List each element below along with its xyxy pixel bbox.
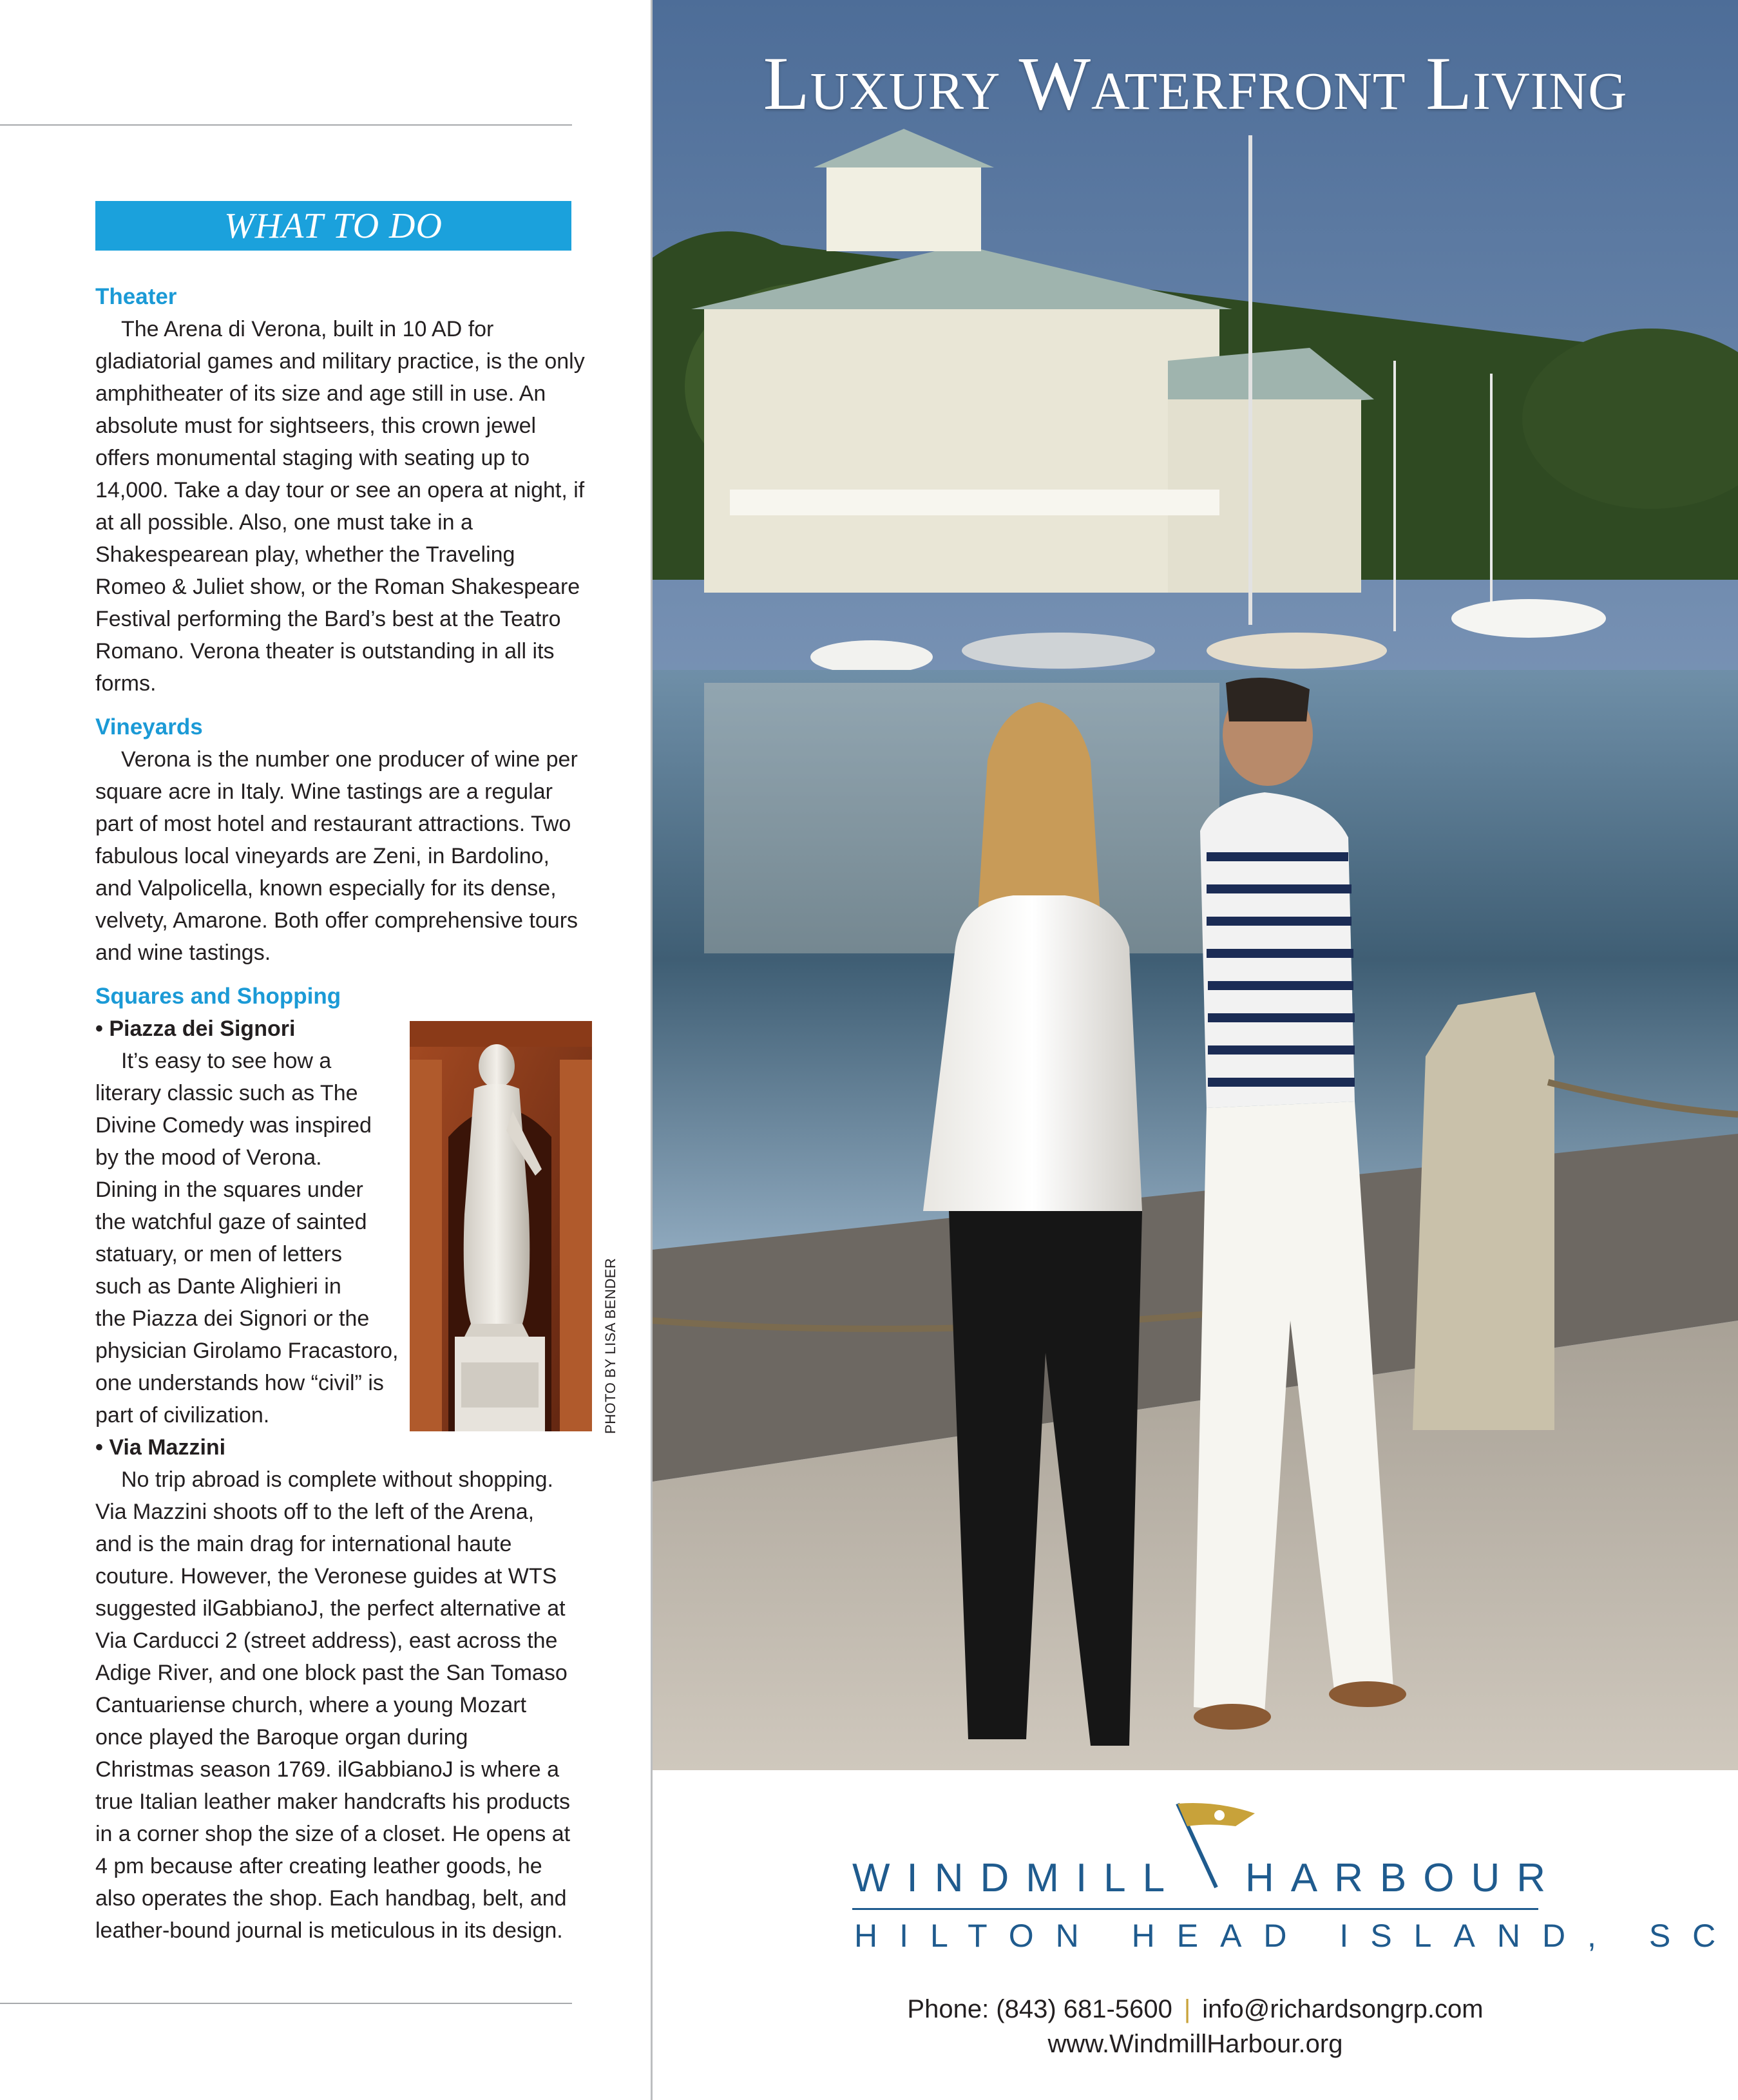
- logo-divider: [852, 1908, 1538, 1910]
- piazza-line: statuary, or men of letters: [95, 1242, 342, 1266]
- piazza-line: literary classic such as The: [95, 1081, 358, 1105]
- contact-line: [653, 1992, 1738, 2027]
- mazzini-bullet: • Via Mazzini: [95, 1435, 226, 1460]
- contact-info: [653, 1992, 1738, 2061]
- logo-word-harbour: HARBOUR: [1245, 1856, 1563, 1900]
- piazza-line: one understands how “civil” is: [95, 1371, 384, 1395]
- windmill-harbour-logo: [849, 1797, 1738, 1965]
- email-link[interactable]: info@richardsongrp.com: [1202, 1995, 1484, 2023]
- what-to-do-banner: [95, 201, 571, 251]
- contact-separator: |: [1183, 1995, 1191, 2023]
- piazza-line: It’s easy to see how a: [121, 1049, 332, 1073]
- piazza-line: Divine Comedy was inspired: [95, 1113, 372, 1138]
- ad-title: Luxury Waterfront Living: [763, 41, 1628, 126]
- website-link[interactable]: www.WindmillHarbour.org: [1047, 2030, 1343, 2058]
- piazza-line: part of civilization.: [95, 1403, 270, 1427]
- top-rule: [0, 124, 572, 126]
- statue-photo: [410, 1021, 592, 1431]
- piazza-line: the Piazza dei Signori or the: [95, 1306, 370, 1331]
- vineyards-body: Verona is the number one producer of wine per square acre in Italy. Wine tastings are a regular part of most hotel and restaurant attractions. Two fabulous local vineyards are Zeni, in Bardolino, and Valpolicella, known especially for its dense, velvety, Amarone. Both offer comprehensive tours and wine tastings.: [95, 747, 578, 965]
- piazza-bullet: • Piazza dei Signori: [95, 1017, 296, 1041]
- vineyards-heading: Vineyards: [95, 714, 203, 740]
- banner-title: WHAT TO DO: [224, 205, 443, 246]
- harbour-photo: [653, 0, 1738, 1770]
- phone-number[interactable]: Phone: (843) 681-5600: [907, 1995, 1172, 2023]
- photo-credit: PHOTO BY LISA BENDER: [602, 1257, 618, 1434]
- piazza-line: by the mood of Verona.: [95, 1145, 322, 1170]
- piazza-line: the watchful gaze of sainted: [95, 1210, 367, 1234]
- piazza-line: Dining in the squares under: [95, 1178, 363, 1202]
- logo-word-windmill: WINDMILL: [852, 1856, 1182, 1900]
- theater-body: The Arena di Verona, built in 10 AD for gladiatorial games and military practice, is the only amphitheater of its size and age still in use. An absolute must for sightseers, this crown jewel offers monumental staging with seating up to 14,000. Take a day tour or see an opera at night, if at all possible. Also, one must take in a Shakespearean play, whether the Traveling Romeo & Juliet show, or the Roman Shakespeare Festival performing the Bard’s best at the Teatro Romano. Verona theater is outstanding in all its forms.: [95, 317, 585, 696]
- squares-heading: Squares and Shopping: [95, 984, 341, 1009]
- theater-heading: Theater: [95, 284, 177, 309]
- piazza-line: physician Girolamo Fracastoro,: [95, 1339, 399, 1363]
- bottom-rule: [0, 2003, 572, 2004]
- mazzini-body: No trip abroad is complete without shopping. Via Mazzini shoots off to the left of the Arena, and is the main drag for international haute couture. However, the Veronese guides at WTS suggested ilGabbianoJ, the perfect alternative at Via Carducci 2 (street address), east across the Adige River, and one block past the San Tomaso Cantuariense church, where a young Mozart once played the Baroque organ during Christmas season 1769. ilGabbianoJ is where a true Italian leather maker handcrafts his products in a corner shop the size of a closet. He opens at 4 pm because after creating leather goods, he also operates the shop. Each handbag, belt, and leather-bound journal is meticulous in its design.: [95, 1467, 571, 1943]
- logo-location: HILTON HEAD ISLAND, SC: [854, 1918, 1738, 1954]
- piazza-line: such as Dante Alighieri in: [95, 1274, 341, 1299]
